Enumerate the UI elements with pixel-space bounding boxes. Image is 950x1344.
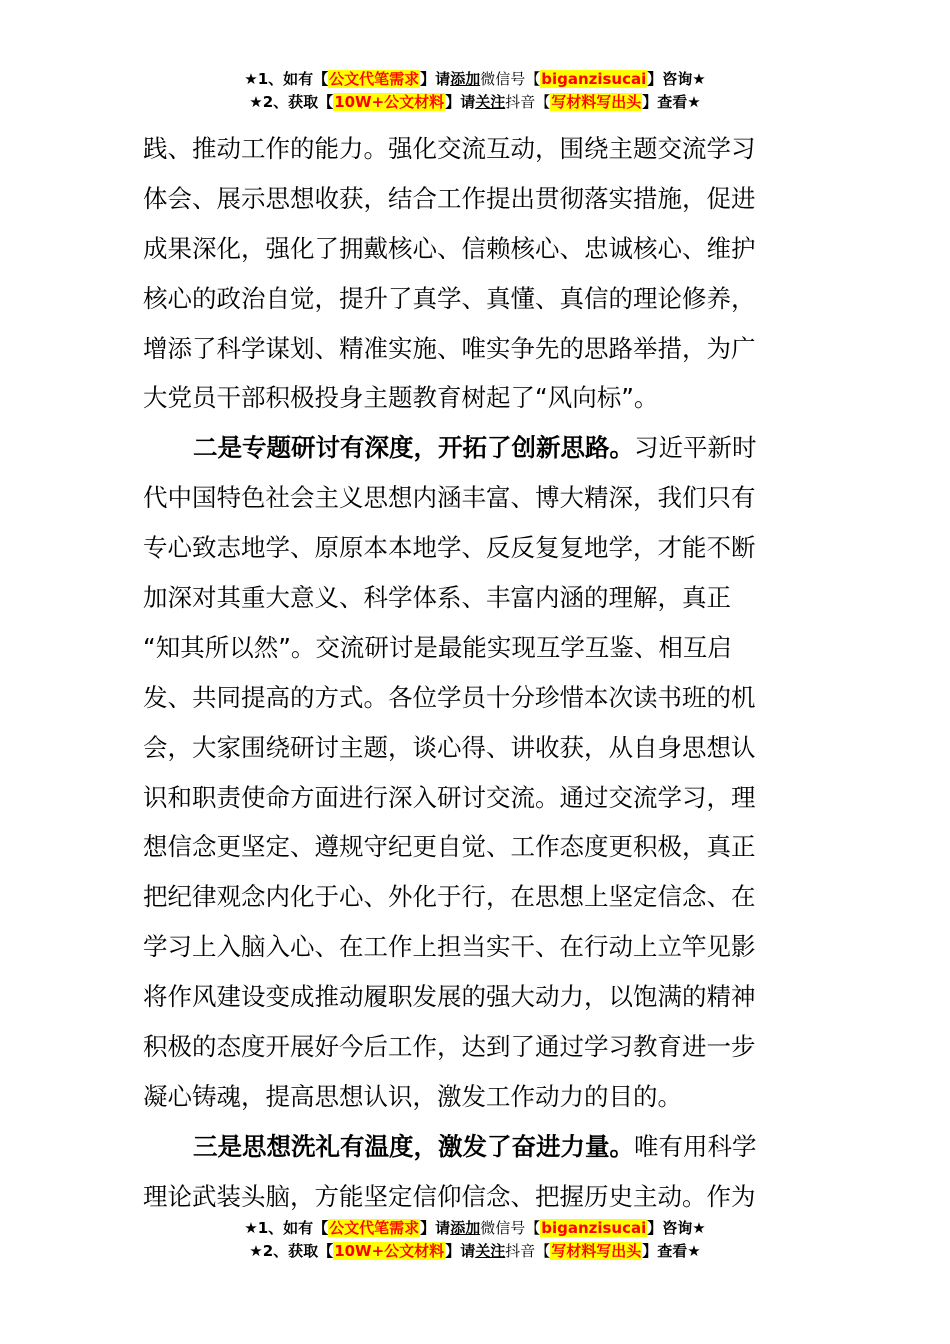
footer-banner bbox=[0, 1217, 950, 1263]
paragraph-3 bbox=[143, 1122, 808, 1222]
banner-underline: 关注 bbox=[475, 1242, 506, 1260]
banner-highlight: 公文代笔需求 bbox=[329, 1219, 420, 1237]
paragraph-heading: 二是专题研讨有深度，开拓了创新思路。 bbox=[193, 433, 634, 463]
text-line: 会，大家围绕研讨主题，谈心得、讲收获，从自身思想认 bbox=[143, 732, 756, 762]
text-line bbox=[143, 423, 808, 473]
text-line: 专心致志地学、原原本本地学、反反复复地学，才能不断 bbox=[143, 533, 756, 563]
banner-text: ★2、获取【 bbox=[249, 1242, 334, 1260]
banner-text: ★1、如有【 bbox=[244, 1219, 329, 1237]
banner-line-2 bbox=[0, 91, 950, 114]
text-line: 加深对其重大意义、科学体系、丰富内涵的理解，真正 bbox=[143, 583, 731, 613]
text-line: 践、推动工作的能力。强化交流互动，围绕主题交流学习 bbox=[143, 134, 756, 163]
banner-line-2 bbox=[0, 1240, 950, 1263]
text-line: 将作风建设变成推动履职发展的强大动力，以饱满的精神 bbox=[143, 982, 756, 1012]
text-line: 发、共同提高的方式。各位学员十分珍惜本次读书班的机 bbox=[143, 682, 756, 712]
text-line: 把纪律观念内化于心、外化于行，在思想上坚定信念、在 bbox=[143, 882, 756, 912]
banner-text: 抖音【 bbox=[505, 1242, 551, 1260]
text-line: 学习上入脑入心、在工作上担当实干、在行动上立竿见影 bbox=[143, 932, 756, 962]
text-line: 体会、展示思想收获，结合工作提出贯彻落实措施，促进 bbox=[143, 183, 756, 213]
text-line: 理论武装头脑，方能坚定信仰信念、把握历史主动。作为 bbox=[143, 1181, 756, 1211]
banner-highlight: biganzisucai bbox=[541, 1219, 647, 1237]
banner-highlight: 写材料写出头 bbox=[551, 1242, 642, 1260]
banner-text: 微信号【 bbox=[480, 1219, 541, 1237]
banner-text: 】查看★ bbox=[642, 93, 701, 111]
text-line: 积极的态度开展好今后工作，达到了通过学习教育进一步 bbox=[143, 1032, 756, 1062]
text-line: 凝心铸魂，提高思想认识，激发工作动力的目的。 bbox=[143, 1081, 682, 1111]
paragraph-1 bbox=[143, 124, 808, 423]
banner-underline: 添加 bbox=[450, 70, 481, 88]
banner-text: 】请 bbox=[445, 1242, 476, 1260]
text-span: 唯有用科学 bbox=[634, 1131, 757, 1161]
banner-underline: 关注 bbox=[475, 93, 506, 111]
text-line: 成果深化，强化了拥戴核心、信赖核心、忠诚核心、维护 bbox=[143, 233, 756, 263]
banner-highlight: 10W+公文材料 bbox=[334, 93, 445, 111]
banner-text: 】请 bbox=[420, 1219, 451, 1237]
text-line bbox=[143, 1122, 808, 1172]
banner-underline: 添加 bbox=[450, 1219, 481, 1237]
banner-text: ★2、获取【 bbox=[249, 93, 334, 111]
banner-text: 】查看★ bbox=[642, 1242, 701, 1260]
text-line: 识和职责使命方面进行深入研讨交流。通过交流学习，理 bbox=[143, 782, 756, 812]
text-line: 核心的政治自觉，提升了真学、真懂、真信的理论修养， bbox=[143, 283, 756, 313]
banner-line-1 bbox=[0, 1217, 950, 1240]
text-line: “知其所以然”。交流研讨是最能实现互学互鉴、相互启 bbox=[143, 632, 732, 662]
banner-highlight: 公文代笔需求 bbox=[329, 70, 420, 88]
banner-highlight: 写材料写出头 bbox=[551, 93, 642, 111]
banner-text: 】请 bbox=[420, 70, 451, 88]
text-line: 增添了科学谋划、精准实施、唯实争先的思路举措，为广 bbox=[143, 333, 756, 363]
text-line: 大党员干部积极投身主题教育树起了“风向标”。 bbox=[143, 383, 659, 413]
text-span: 习近平新时 bbox=[634, 433, 757, 463]
banner-highlight: biganzisucai bbox=[541, 70, 647, 88]
text-line: 代中国特色社会主义思想内涵丰富、博大精深，我们只有 bbox=[143, 483, 756, 513]
paragraph-2 bbox=[143, 423, 808, 1121]
paragraph-heading: 三是思想洗礼有温度，激发了奋进力量。 bbox=[193, 1131, 634, 1161]
banner-line-1 bbox=[0, 68, 950, 91]
banner-highlight: 10W+公文材料 bbox=[334, 1242, 445, 1260]
header-banner bbox=[0, 68, 950, 114]
banner-text: 】请 bbox=[445, 93, 476, 111]
banner-text: 微信号【 bbox=[480, 70, 541, 88]
banner-text: 】咨询★ bbox=[647, 70, 706, 88]
banner-text: 抖音【 bbox=[505, 93, 551, 111]
banner-text: ★1、如有【 bbox=[244, 70, 329, 88]
document-body bbox=[143, 124, 808, 1222]
banner-text: 】咨询★ bbox=[647, 1219, 706, 1237]
text-line: 想信念更坚定、遵规守纪更自觉、工作态度更积极，真正 bbox=[143, 832, 756, 862]
